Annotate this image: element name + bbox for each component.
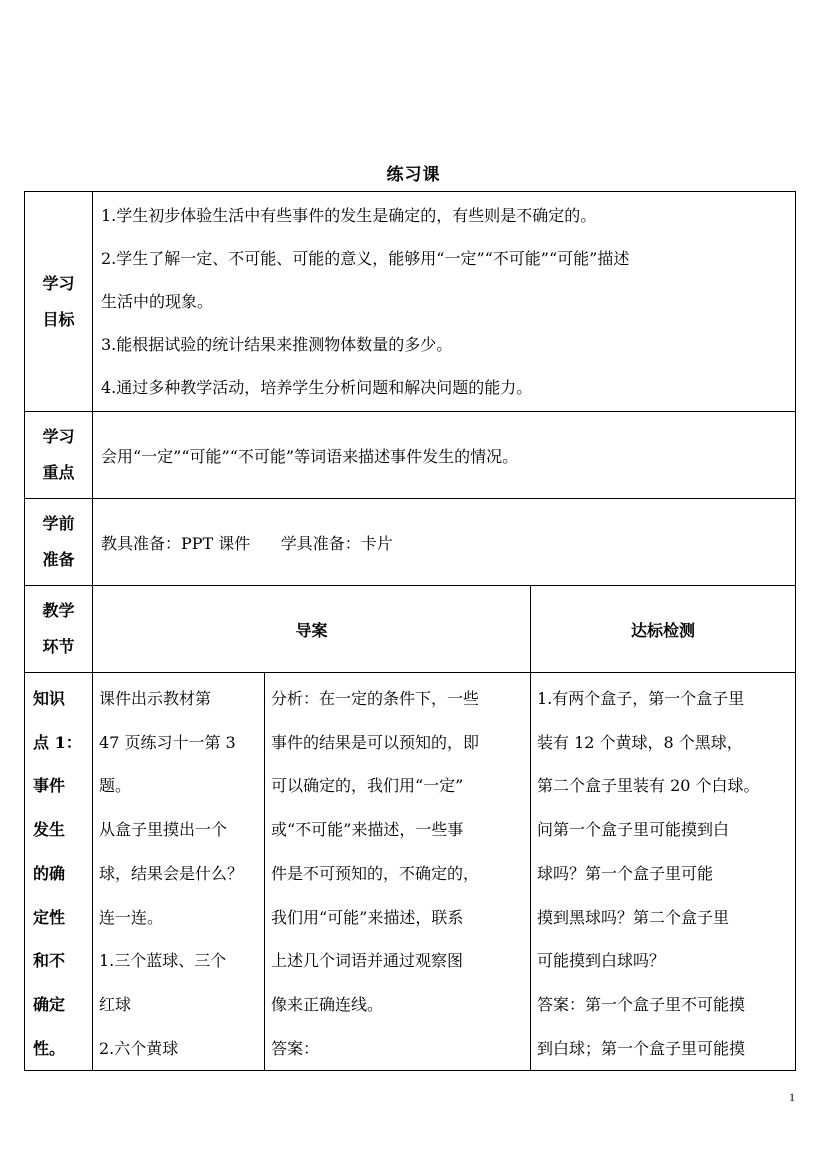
teaching-label bbox=[25, 586, 93, 673]
courseware-line: 1.三个蓝球、三个 bbox=[99, 951, 227, 971]
knowledge-point-label bbox=[25, 673, 93, 1071]
courseware-line: 球，结果会是什么？ bbox=[99, 863, 244, 883]
analysis-line: 像来正确连线。 bbox=[271, 994, 384, 1014]
courseware-column bbox=[93, 673, 265, 1071]
analysis-line: 上述几个词语并通过观察图 bbox=[271, 951, 464, 971]
check-line: 第二个盒子里装有 20 个白球。 bbox=[537, 776, 760, 796]
courseware-line: 从盒子里摸出一个 bbox=[99, 820, 228, 840]
knowledge-label-line: 发生 bbox=[33, 820, 66, 840]
objectives-content bbox=[93, 192, 796, 412]
knowledge-label-line: 定性 bbox=[33, 907, 66, 927]
document-title: 练习课 bbox=[386, 165, 441, 185]
courseware-line: 47 页练习十一第 3 bbox=[99, 732, 236, 752]
preparation-text: 教具准备：PPT 课件 学具准备：卡片 bbox=[93, 499, 796, 586]
objectives-label-line: 目标 bbox=[42, 309, 75, 329]
analysis-column bbox=[265, 673, 531, 1071]
preparation-row bbox=[25, 499, 796, 586]
knowledge-label-line: 性。 bbox=[33, 1038, 66, 1058]
preparation-label-line: 学前 bbox=[42, 514, 75, 533]
objectives-label-line: 学习 bbox=[42, 273, 75, 293]
objective-item: 1.学生初步体验生活中有些事件的发生是确定的，有些则是不确定的。 bbox=[101, 206, 597, 225]
check-line: 问第一个盒子里可能摸到白 bbox=[537, 820, 730, 840]
courseware-line: 连一连。 bbox=[99, 907, 164, 927]
knowledge-label-line: 确定 bbox=[33, 994, 66, 1014]
courseware-line: 红球 bbox=[99, 994, 132, 1014]
analysis-line: 件是不可预知的，不确定的， bbox=[271, 863, 480, 883]
check-line: 装有 12 个黄球，8 个黑球， bbox=[537, 732, 743, 752]
check-line: 可能摸到白球吗？ bbox=[537, 951, 666, 971]
key-points-label-line: 学习 bbox=[42, 427, 75, 446]
knowledge-label-line: 事件 bbox=[33, 776, 66, 796]
key-points-label bbox=[25, 412, 93, 499]
knowledge-label-line: 点 1： bbox=[33, 732, 82, 752]
check-line: 答案：第一个盒子里不可能摸 bbox=[537, 994, 746, 1014]
courseware-line: 题。 bbox=[99, 776, 132, 796]
lesson-plan-table bbox=[24, 191, 796, 1071]
analysis-line: 事件的结果是可以预知的，即 bbox=[271, 732, 480, 752]
objectives-label bbox=[25, 192, 93, 412]
check-line: 球吗？第一个盒子里可能 bbox=[537, 863, 714, 883]
objective-item: 2.学生了解一定、不可能、可能的意义，能够用“一定”“不可能”“可能”描述 bbox=[101, 249, 630, 268]
courseware-line: 课件出示教材第 bbox=[99, 689, 212, 708]
check-line: 摸到黑球吗？第二个盒子里 bbox=[537, 907, 730, 927]
guide-header: 导案 bbox=[93, 586, 531, 673]
knowledge-label-line: 和不 bbox=[33, 951, 66, 971]
check-line: 1.有两个盒子，第一个盒子里 bbox=[537, 689, 745, 708]
teaching-label-line: 教学 bbox=[42, 601, 75, 620]
check-line: 到白球；第一个盒子里可能摸 bbox=[537, 1038, 746, 1058]
analysis-line: 分析：在一定的条件下，一些 bbox=[271, 689, 480, 708]
knowledge-label-line: 的确 bbox=[33, 863, 66, 883]
analysis-line: 答案： bbox=[271, 1038, 320, 1058]
teaching-label-line: 环节 bbox=[42, 637, 75, 656]
preparation-label-line: 准备 bbox=[42, 550, 75, 569]
check-column bbox=[531, 673, 796, 1071]
key-points-row bbox=[25, 412, 796, 499]
objective-item: 4.通过多种教学活动，培养学生分析问题和解决问题的能力。 bbox=[101, 378, 533, 397]
teaching-header-row bbox=[25, 586, 796, 673]
check-header: 达标检测 bbox=[531, 586, 796, 673]
courseware-line: 2.六个黄球 bbox=[99, 1038, 179, 1058]
knowledge-point-row bbox=[25, 673, 796, 1071]
analysis-line: 或“不可能”来描述，一些事 bbox=[271, 820, 464, 840]
analysis-line: 可以确定的，我们用“一定” bbox=[271, 776, 464, 796]
analysis-line: 我们用“可能”来描述，联系 bbox=[271, 907, 464, 927]
key-points-label-line: 重点 bbox=[42, 463, 75, 482]
objective-item: 生活中的现象。 bbox=[101, 292, 214, 311]
objective-item: 3.能根据试验的统计结果来推测物体数量的多少。 bbox=[101, 335, 453, 354]
objectives-row bbox=[25, 192, 796, 412]
page-number: 1 bbox=[789, 1090, 795, 1104]
key-points-text: 会用“一定”“可能”“不可能”等词语来描述事件发生的情况。 bbox=[93, 412, 796, 499]
knowledge-label-line: 知识 bbox=[33, 689, 66, 708]
preparation-label bbox=[25, 499, 93, 586]
